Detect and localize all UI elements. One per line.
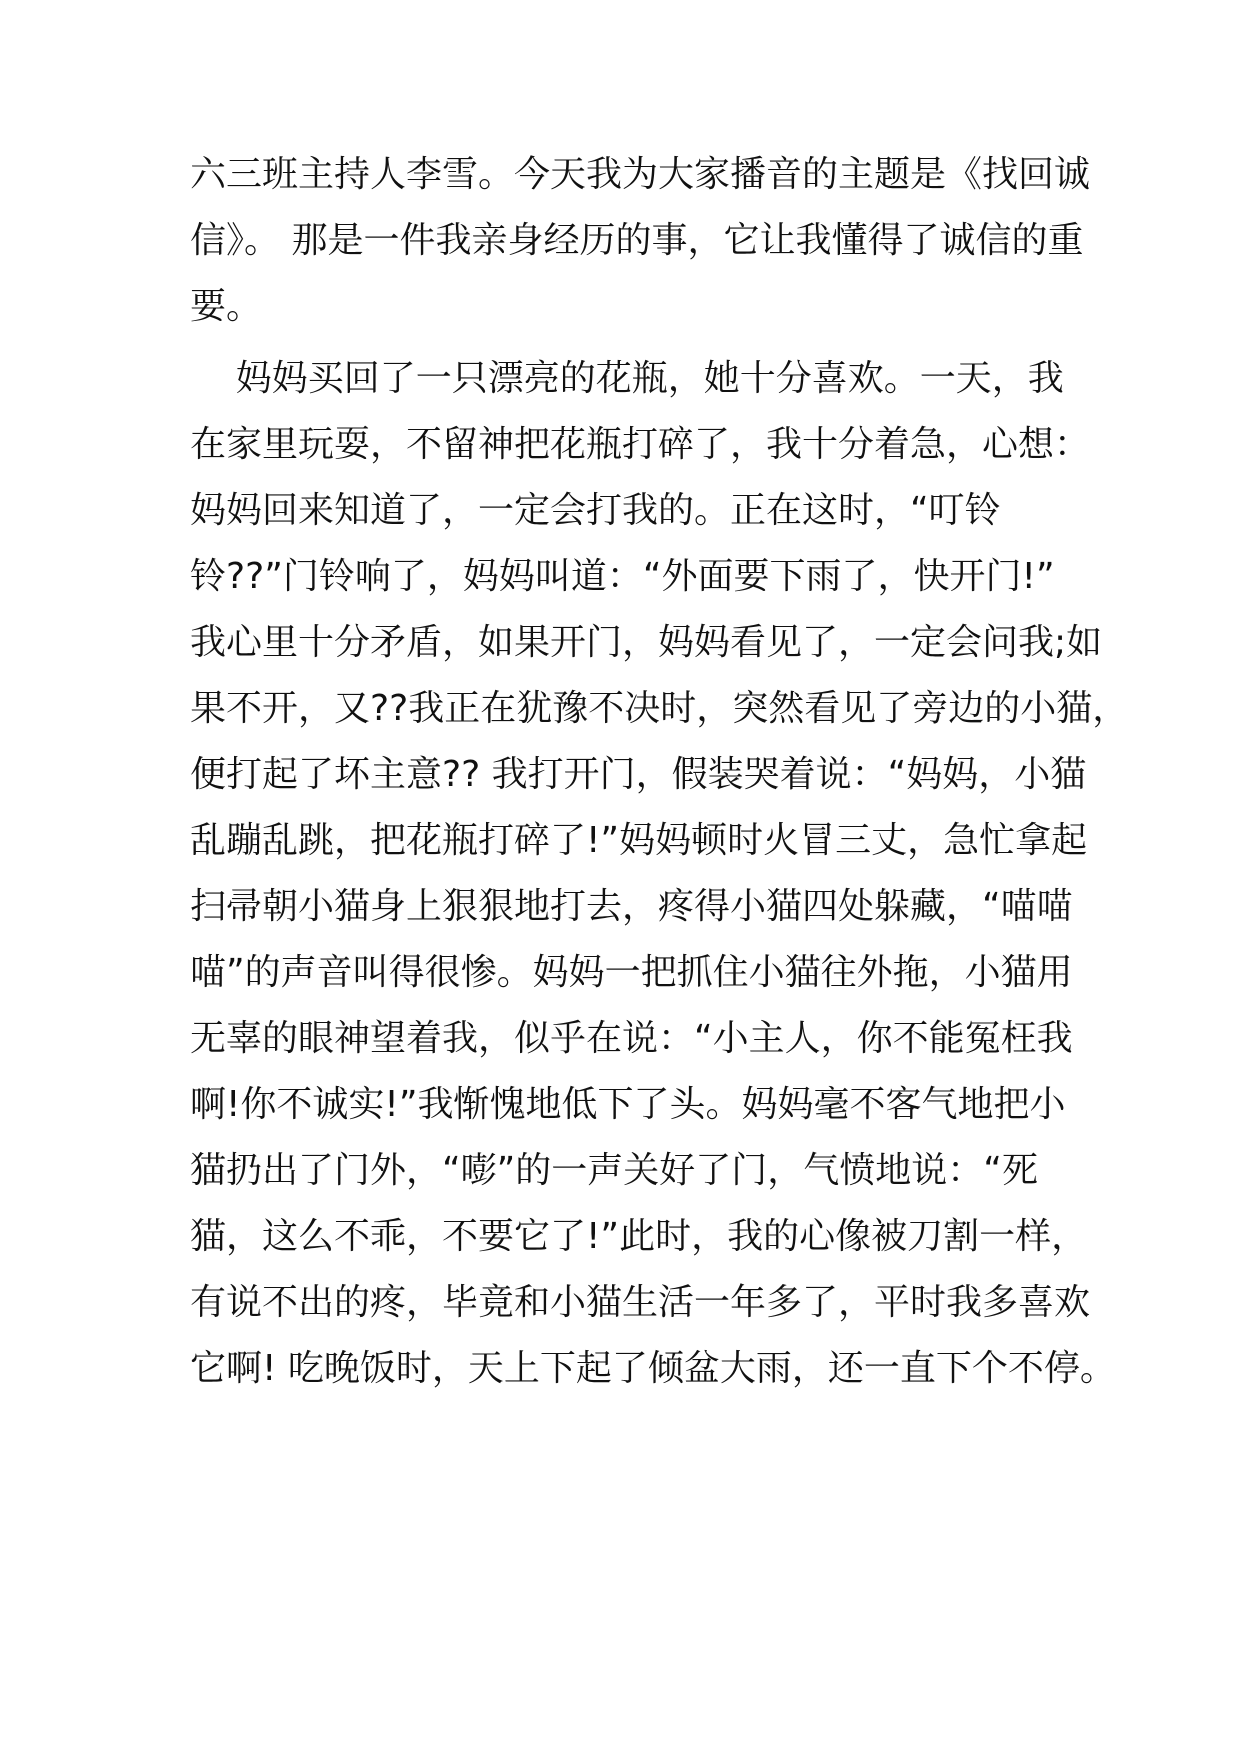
text-line-14: 无辜的眼神望着我，似乎在说：“小主人，你不能冤枉我 <box>190 1018 1073 1059</box>
text-line-9: 果不开，又??我正在犹豫不决时，突然看见了旁边的小猫， <box>190 688 1129 729</box>
text-line-8: 我心里十分矛盾，如果开门，妈妈看见了，一定会问我;如 <box>190 622 1103 663</box>
text-line-6: 妈妈回来知道了，一定会打我的。正在这时，“叮铃 <box>190 490 1001 531</box>
text-line-10: 便打起了坏主意?? 我打开门，假装哭着说：“妈妈，小猫 <box>190 754 1087 795</box>
text-line-18: 有说不出的疼，毕竟和小猫生活一年多了，平时我多喜欢 <box>190 1282 1091 1323</box>
text-line-5: 在家里玩耍，不留神把花瓶打碎了，我十分着急，心想： <box>190 424 1091 465</box>
text-line-3: 要。 <box>190 286 263 327</box>
text-line-13: 喵”的声音叫得很惨。妈妈一把抓住小猫往外拖，小猫用 <box>190 952 1073 993</box>
text-line-17: 猫，这么不乖，不要它了!”此时，我的心像被刀割一样， <box>190 1216 1088 1257</box>
text-line-4: 妈妈买回了一只漂亮的花瓶，她十分喜欢。一天，我 <box>190 358 1064 399</box>
text-line-19: 它啊! 吃晚饭时，天上下起了倾盆大雨，还一直下个不停。 <box>190 1348 1116 1389</box>
text-line-11: 乱蹦乱跳，把花瓶打碎了!”妈妈顿时火冒三丈，急忙拿起 <box>190 820 1088 861</box>
text-line-12: 扫帚朝小猫身上狠狠地打去，疼得小猫四处躲藏，“喵喵 <box>190 886 1073 927</box>
text-line-2: 信》。 那是一件我亲身经历的事，它让我懂得了诚信的重 <box>190 220 1084 261</box>
text-line-16: 猫扔出了门外，“嘭”的一声关好了门，气愤地说：“死 <box>190 1150 1038 1191</box>
text-line-1: 六三班主持人李雪。今天我为大家播音的主题是《找回诚 <box>190 154 1091 195</box>
text-line-7: 铃??”门铃响了，妈妈叫道：“外面要下雨了，快开门!” <box>190 556 1055 597</box>
text-line-15: 啊!你不诚实!”我惭愧地低下了头。妈妈毫不客气地把小 <box>190 1084 1066 1125</box>
